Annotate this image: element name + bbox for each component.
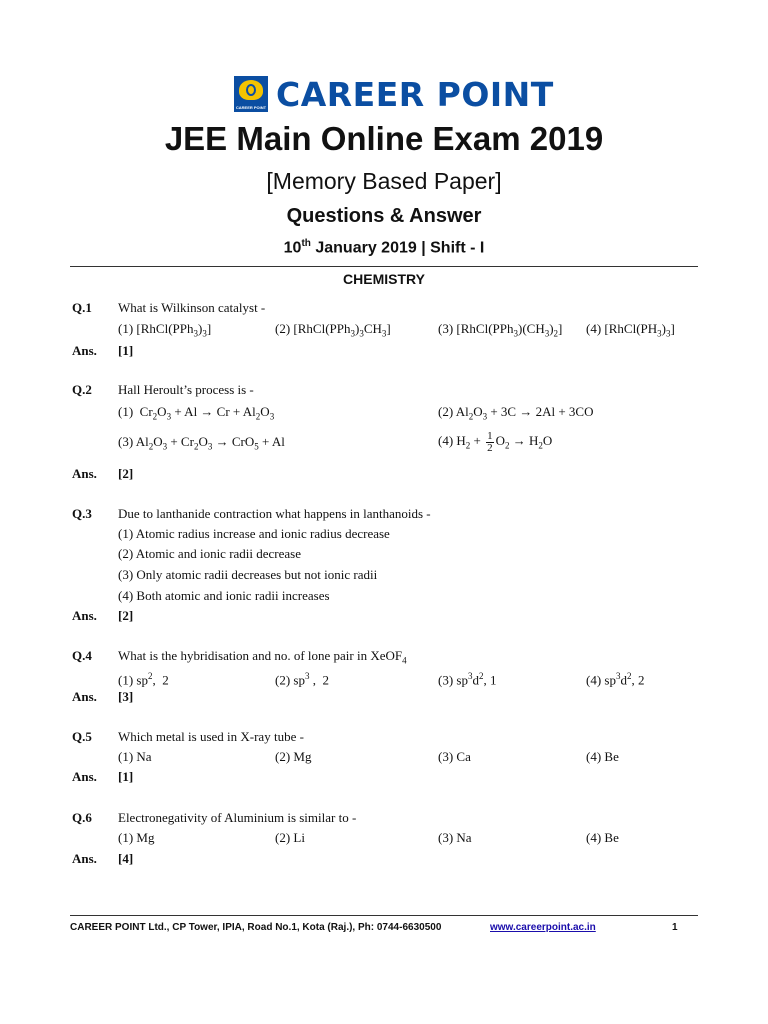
option-2: (2) Atomic and ionic radii decrease [118,546,302,561]
answer-value: [1] [118,769,134,784]
option-4: (4) $[RhCl(PH_3)_3]$ [586,321,675,339]
question-text: Due to lanthanide contraction what happens in lanthanoids - [118,506,431,521]
answer-value: [3] [118,689,134,704]
answer-value: [4] [118,851,134,866]
answer-value: [2] [118,466,134,481]
footer-address: CAREER POINT Ltd., CP Tower, IPIA, Road No.1, Kota (Raj.), Ph: 0744-6630500 [70,922,442,933]
option-2: (2) Mg [275,749,312,764]
option-4: (4) Both atomic and ionic radii increases [118,588,330,603]
answer-value: [2] [118,608,134,623]
option-3: (3) $[RhCl(PPh_3)(CH_3)_2]$ [438,321,563,339]
question-number: Q.1 [72,300,92,315]
exam-date: 10th January 2019 | Shift - I [283,238,485,257]
subject-heading: CHEMISTRY [343,271,425,287]
qa-subtitle: Questions & Answer [286,205,482,227]
question-text: Which metal is used in X-ray tube - [118,729,304,744]
answer-value: [1] [118,343,134,358]
option-3: (3) $Al_2O_3 + Cr_2O_3 \to CrO_5 + Al$ [118,434,285,452]
answer-label: Ans. [72,689,97,704]
option-4: (4) Be [586,749,619,764]
career-point-logo [234,76,554,112]
option-1: (1) Na [118,749,152,764]
question-number: Q.4 [72,648,92,663]
question-text: What is the hybridisation and no. of lone pair in XeOF$_4$ [118,648,407,666]
paper-subtitle: [Memory Based Paper] [266,168,502,194]
question-text: Hall Heroult’s process is - [118,382,254,397]
exam-title: JEE Main Online Exam 2019 [164,120,604,157]
career-point-emblem-icon: CAREER POINT [234,76,268,112]
option-2: (2) $Al_2O_3 + 3C \to 2Al + 3CO$ [438,404,594,422]
website-link[interactable]: www.careerpoint.ac.in [490,922,596,933]
option-3: (3) $sp^3d^2$, 1 [438,671,497,688]
option-1: (1) Mg [118,830,155,845]
question-number: Q.3 [72,506,92,521]
option-2: (2) $sp^3$ , 2 [275,671,329,688]
header-divider [70,266,698,267]
option-4: (4) Be [586,830,619,845]
option-1: (1) Atomic radius increase and ionic radius decrease [118,526,390,541]
page-number: 1 [672,922,678,933]
question-number: Q.6 [72,810,92,825]
question-text: What is Wilkinson catalyst - [118,300,266,315]
answer-label: Ans. [72,851,97,866]
option-4: (4) $sp^3d^2$, 2 [586,671,645,688]
option-3: (3) Only atomic radii decreases but not ionic radii [118,567,378,582]
option-3: (3) Na [438,830,472,845]
answer-label: Ans. [72,343,97,358]
option-1: (1) $Cr_2O_3 + Al \to Cr + Al_2O_3$ [118,404,275,422]
logo-wordmark: CAREER POINT [276,74,554,114]
footer-divider [70,915,698,916]
option-1: (1) $sp^2$, 2 [118,671,169,688]
question-text: Electronegativity of Aluminium is similar to - [118,810,357,825]
option-2: (2) Li [275,830,305,845]
question-number: Q.5 [72,729,92,744]
answer-label: Ans. [72,466,97,481]
answer-label: Ans. [72,608,97,623]
answer-label: Ans. [72,769,97,784]
option-3: (3) Ca [438,749,471,764]
option-4: (4) $H_2$ + $\frac{1}{2}$ $O_2 \to H_2O$ [438,429,553,454]
option-1: (1) $[RhCl(PPh_3)_3]$ [118,321,212,339]
question-number: Q.2 [72,382,92,397]
option-2: (2) $[RhCl(PPh_3)_3CH_3]$ [275,321,391,339]
